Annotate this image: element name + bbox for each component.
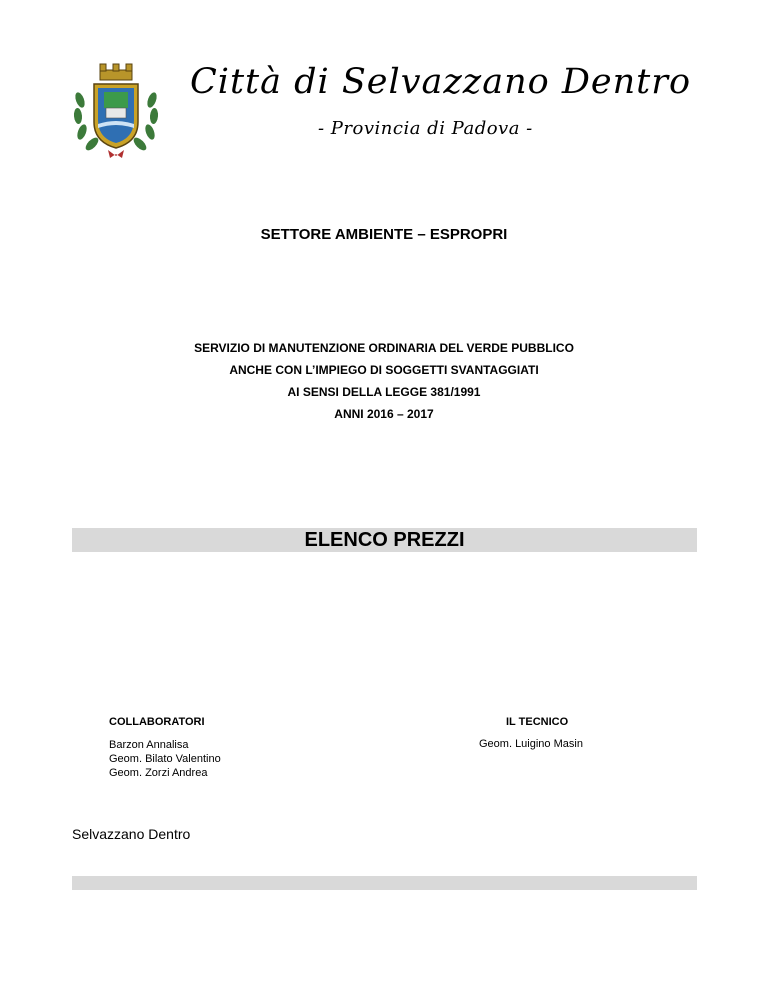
technician-heading: IL TECNICO [506,716,569,728]
service-description [0,341,768,429]
service-line: ANCHE CON L’IMPIEGO DI SOGGETTI SVANTAGGIATI [229,363,539,377]
sector-heading: SETTORE AMBIENTE – ESPROPRI [260,226,508,243]
crown-icon [100,64,132,80]
province-subtitle: - Provincia di Padova - [318,118,533,139]
service-line: AI SENSI DELLA LEGGE 381/1991 [287,385,481,399]
shield-icon [94,84,138,148]
footer-band [72,876,697,890]
collaborator-name: Geom. Zorzi Andrea [109,767,208,779]
collaborators-list [109,738,221,780]
collaborators-heading: COLLABORATORI [109,716,205,728]
city-crest-logo [70,62,162,162]
service-line: SERVIZIO DI MANUTENZIONE ORDINARIA DEL VERDE PUBBLICO [194,341,574,355]
ribbon-icon [108,150,124,158]
place-name: Selvazzano Dentro [72,826,191,842]
document-title: ELENCO PREZZI [72,528,697,552]
service-line: ANNI 2016 – 2017 [334,407,434,421]
city-name-title: Città di Selvazzano Dentro [190,62,692,102]
collaborator-name: Barzon Annalisa [109,739,189,751]
technician-name: Geom. Luigino Masin [479,738,583,750]
collaborator-name: Geom. Bilato Valentino [109,753,221,765]
